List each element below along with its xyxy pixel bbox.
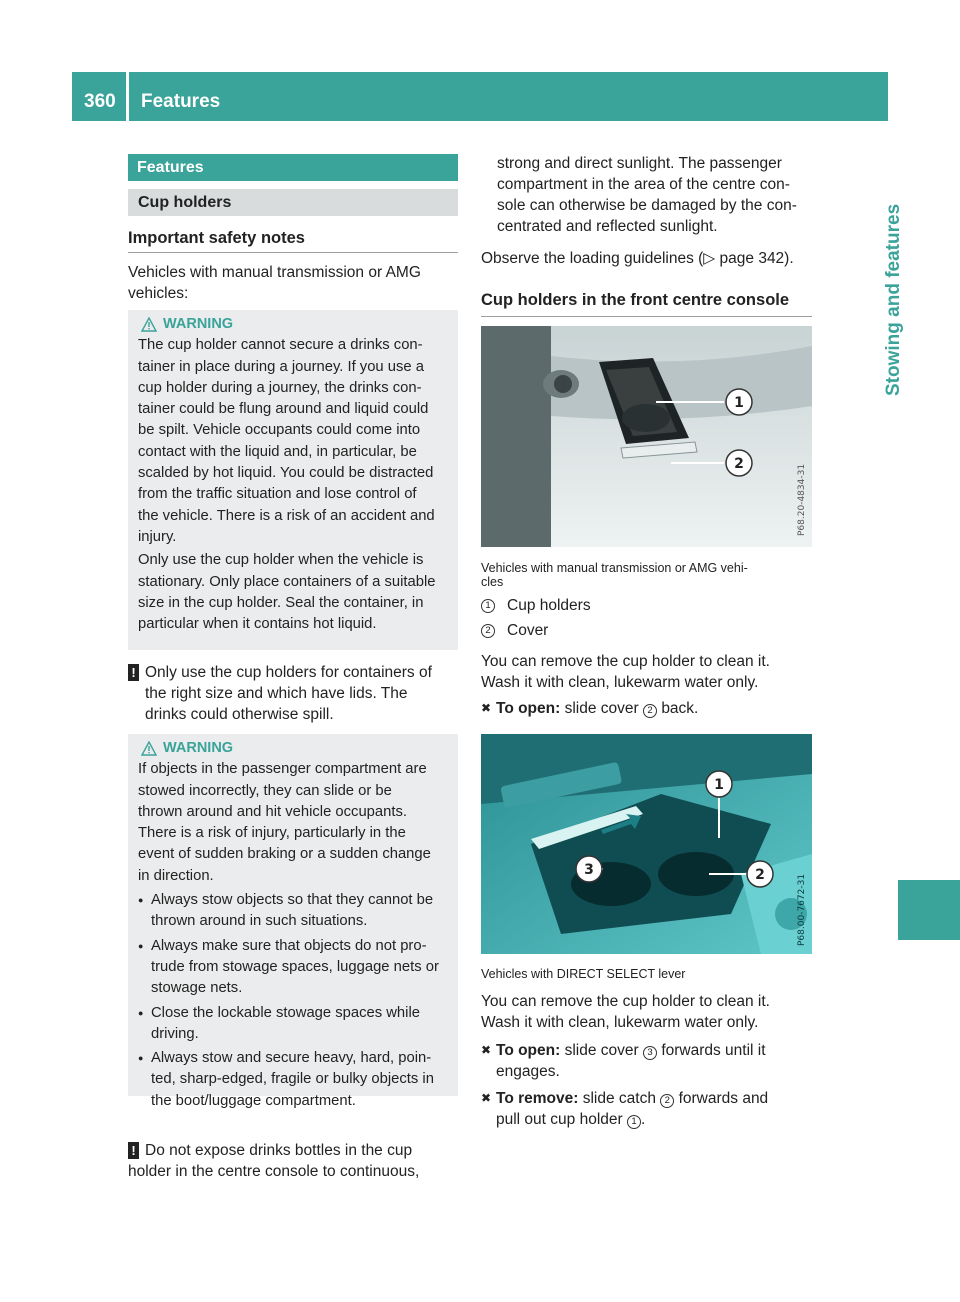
callout-number: 2: [481, 624, 495, 638]
clean-text-2: You can remove the cup holder to clean it. Wash it with clean, lukewarm water only.: [481, 993, 770, 1031]
continued-note: strong and direct sunlight. The passenger compartment in the area of the centre con- sole can otherwise be damaged by the con- centrated and reflected sunlight.: [497, 155, 797, 235]
instruction-step-open-2: ✖ To open: slide cover 3 forwards until it engages.: [481, 1042, 766, 1080]
cup-holder-photo-manual: [481, 326, 812, 547]
photo-code-2: P68.00-7672-31: [797, 873, 807, 946]
page-title: Features: [141, 91, 221, 112]
warning-triangle-icon: [141, 317, 157, 332]
step-arrow-icon: ✖: [481, 1091, 492, 1105]
callout-number: 1: [481, 599, 495, 613]
photo-code-1: P68.20-4834-31: [797, 463, 807, 536]
heading-cup-holders-front: Cup holders in the front centre console: [481, 291, 790, 309]
caution-icon: !: [128, 664, 139, 681]
list-item: ● Always stow and secure heavy, hard, poin- ted, sharp-edged, fragile or bulky objects in the boot/luggage compartment.: [138, 1048, 448, 1112]
note-2: Do not expose drinks bottles in the cup holder in the centre console to continuous,: [128, 1142, 420, 1180]
callout-number: 1: [627, 1115, 641, 1129]
heading-rule: [481, 316, 812, 317]
heading-rule: [128, 252, 458, 253]
warning-title: WARNING: [141, 314, 448, 335]
caption-manual: Vehicles with manual transmission or AMG vehi- cles: [481, 561, 748, 589]
list-item: ● Always stow objects so that they cannot be thrown around in such situations.: [138, 890, 448, 933]
section-bar: Features: [128, 154, 458, 181]
list-item: ● Always make sure that objects do not pro- trude from stowage spaces, luggage nets or stowage nets.: [138, 936, 448, 1000]
observe-text: Observe the loading guidelines (▷ page 342).: [481, 250, 794, 267]
callout-number: 3: [643, 1046, 657, 1060]
callout-number: 2: [660, 1094, 674, 1108]
instruction-step-remove: ✖ To remove: slide catch 2 forwards and pull out cup holder 1 .: [481, 1090, 769, 1128]
side-tab-label: Stowing and features: [883, 203, 904, 396]
callout-number: 2: [643, 704, 657, 718]
warning-box-1: WARNING The cup holder cannot secure a drinks con- tainer in place during a journey. If you use a cup holder during a journey, the drinks con- tainer could be flung around and liquid could be spilt. Vehicle occupants could come into contact with the liquid and, in particular, be scalded by hot liquid. You could be distracted from the traffic situation and lose control of the vehicle. There is a risk of an accident and injury. Only use the cup holder when the vehicle is stationary. Only place containers of a suitable size in the cup holder. Seal the container, in particular when it contains hot liquid.: [128, 310, 458, 650]
warning-box-2: WARNING If objects in the passenger compartment are stowed incorrectly, they can slide or be thrown around and hit vehicle occupants. There is a risk of injury, particularly in the event of sudden braking or a sudden change in direction. ● Always stow objects so that they cannot be thrown around in such situations. ● Always make sure that objects do not pro- trude from stowage spaces, luggage nets or stowage nets. ● Close the lockable stowage spaces while driving. ● Always stow and secure heavy, hard, poin- ted, sharp-edged, fragile or bulky objects in the boot/luggage compartment.: [128, 734, 458, 1096]
intro-text: Vehicles with manual transmission or AMG vehicles:: [128, 264, 421, 302]
warning-triangle-icon: [141, 741, 157, 756]
svg-text:1: 1: [734, 395, 744, 411]
step-arrow-icon: ✖: [481, 701, 492, 715]
heading-safety-notes: Important safety notes: [128, 229, 305, 247]
legend-item-cup-holders: 1 Cup holders: [481, 597, 591, 615]
clean-text-1: You can remove the cup holder to clean it. Wash it with clean, lukewarm water only.: [481, 653, 770, 691]
svg-text:1: 1: [714, 777, 724, 793]
cup-holder-illustration-1: [481, 326, 812, 547]
page-number: 360: [84, 91, 116, 112]
subsection-bar: Cup holders: [128, 189, 458, 216]
header-separator: [126, 72, 129, 121]
legend-item-cover: 2 Cover: [481, 622, 548, 640]
side-tab-marker: [898, 880, 960, 940]
caption-direct-select: Vehicles with DIRECT SELECT lever: [481, 967, 686, 981]
cup-holder-illustration-2: [481, 734, 812, 954]
list-item: ● Close the lockable stowage spaces while driving.: [138, 1003, 448, 1046]
svg-text:3: 3: [584, 862, 594, 878]
note-1: Only use the cup holders for containers of the right size and which have lids. The drinks could otherwise spill.: [145, 664, 432, 723]
svg-text:2: 2: [734, 456, 744, 472]
caution-icon: !: [128, 1142, 139, 1159]
svg-text:2: 2: [755, 867, 765, 883]
warning-title: WARNING: [141, 738, 448, 759]
step-arrow-icon: ✖: [481, 1043, 492, 1057]
cup-holder-photo-direct-select: [481, 734, 812, 954]
instruction-step-open-1: ✖ To open: slide cover 2 back.: [481, 700, 699, 717]
